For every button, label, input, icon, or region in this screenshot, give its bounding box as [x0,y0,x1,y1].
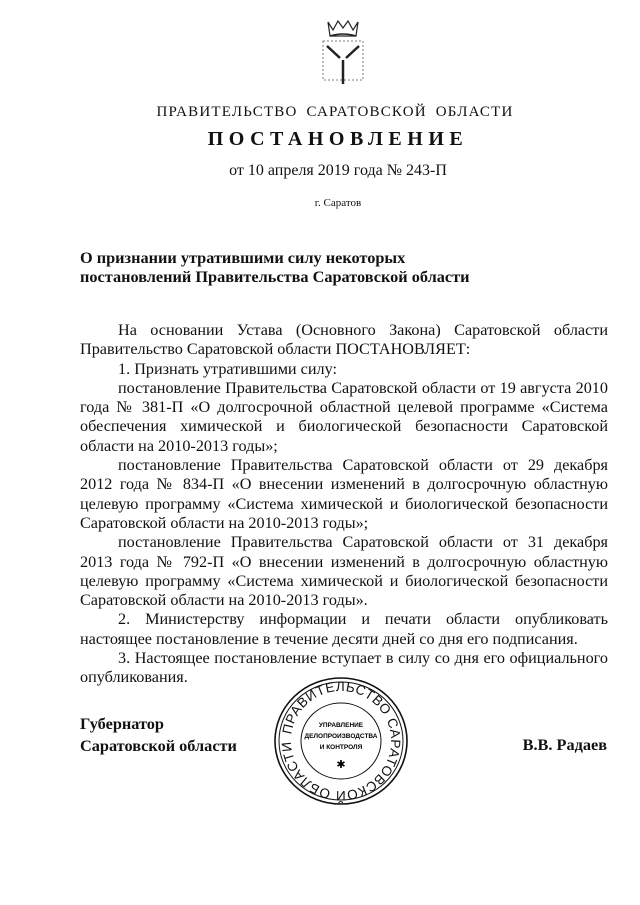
signatory-position [80,713,237,757]
official-seal [272,675,410,807]
paragraph: постановление Правительства Саратовской области от 29 декабря 2012 года № 834-П «О внесении изменений в долгосрочную областную целевую программу «Система химической и биологической безопасности Саратовской области на 2010-2013 годы»; [80,456,608,532]
document-date-number: от 10 апреля 2019 года № 243-П [229,162,447,179]
position-line: Губернатор [80,714,164,733]
position-line: Саратовской области [80,736,237,755]
svg-text:ПРАВИТЕЛЬСТВО САРАТОВСКОЙ ОБЛА [279,679,403,803]
seal-ring-text: ПРАВИТЕЛЬСТВО САРАТОВСКОЙ ОБЛАСТИ [278,678,404,804]
coat-of-arms-emblem [318,18,368,88]
paragraph: 1. Признать утратившими силу: [118,359,337,378]
title-line: постановлений Правительства Саратовской области [80,267,470,286]
title-line: О признании утратившими силу некоторых [80,248,406,267]
paragraph: На основании Устава (Основного Закона) Саратовской области Правительство Саратовской области ПОСТАНОВЛЯЕТ: [80,321,608,359]
signatory-name: В.В. Радаев [522,735,607,754]
document-type: ПОСТАНОВЛЕНИЕ [207,128,469,150]
seal-center-line: ДЕЛОПРОИЗВОДСТВА [304,733,378,740]
paragraph: 2. Министерству информации и печати области опубликовать настоящее постановление в течение десяти дней со дня его подписания. [80,610,608,648]
document-title [80,248,470,286]
document-body [80,321,608,688]
paragraph: 3. Настоящее постановление вступает в силу со дня его официального опубликования. [80,649,608,687]
document-city: г. Саратов [314,197,362,209]
seal-center-line: И КОНТРОЛЯ [319,744,363,751]
seal-center-line: УПРАВЛЕНИЕ [318,722,364,729]
paragraph: постановление Правительства Саратовской области от 31 декабря 2013 года № 792-П «О внесении изменений в долгосрочную областную целевую программу «Система химической и биологической безопасности Саратовской области на 2010-2013 годы». [80,533,608,610]
seal-star-icon: ✱ [336,758,346,771]
government-name: ПРАВИТЕЛЬСТВО САРАТОВСКОЙ ОБЛАСТИ [156,104,514,120]
paragraph: постановление Правительства Саратовской области от 19 августа 2010 года № 381-П «О долгосрочной областной целевой программе «Система обеспечения химической и биологической безопасности Саратовской области на 2010-2013 годы»; [80,378,608,455]
